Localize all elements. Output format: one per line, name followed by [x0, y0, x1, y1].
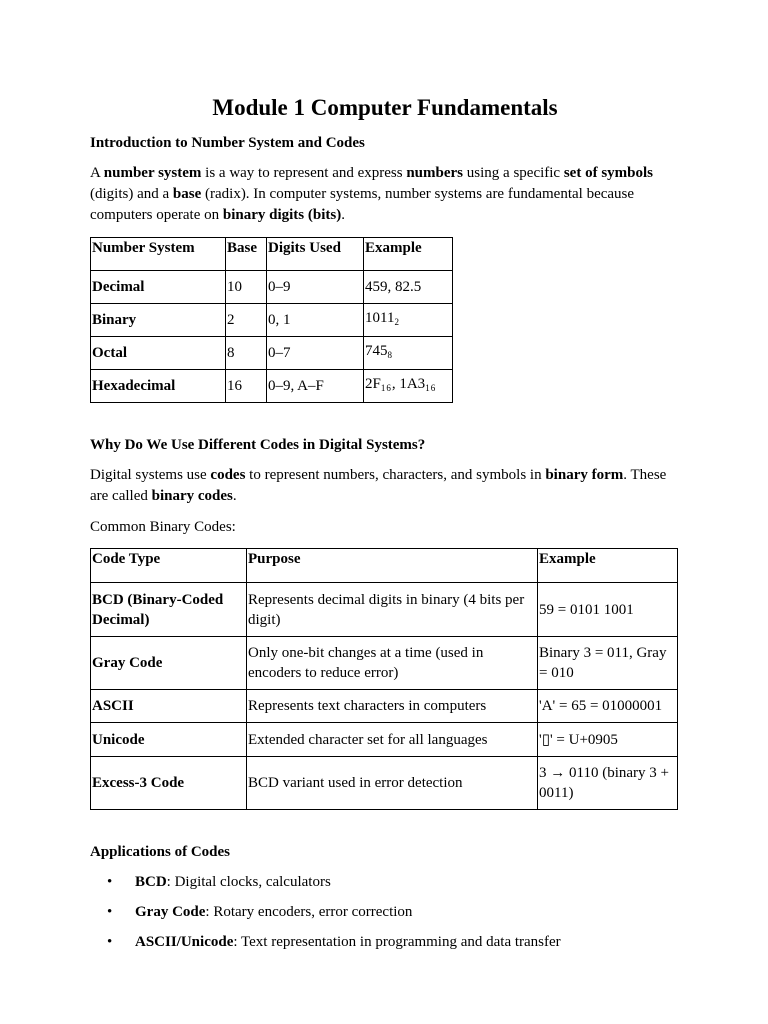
common-codes-label: Common Binary Codes: [90, 519, 236, 535]
example-value: 2F [365, 376, 381, 392]
bold-term: codes [210, 467, 246, 483]
text-run: . These are called [90, 467, 667, 504]
bold-term: base [172, 186, 202, 202]
text-run: (radix). In computer systems, number systems are fundamental because computers operate on [90, 186, 635, 223]
bullet-icon: • [107, 904, 113, 920]
list-item-desc: : Digital clocks, calculators [166, 874, 331, 890]
section-heading-applications: Applications of Codes [90, 844, 231, 860]
table-cell: 8 [226, 337, 267, 370]
subscript: 16 [380, 383, 392, 393]
example-value: 745 [365, 343, 388, 359]
table-cell: 0–7 [267, 337, 364, 370]
table-header-row [91, 238, 453, 271]
text-run: Digital systems use [90, 467, 211, 483]
section-heading-codes: Why Do We Use Different Codes in Digital Systems? [90, 437, 426, 453]
column-header: Digits Used [267, 238, 364, 271]
table-cell: Octal [91, 337, 226, 370]
table-cell: 16 [226, 370, 267, 403]
table-cell: 0–9, A–F [267, 370, 364, 403]
list-item-desc: : Text representation in programming and data transfer [233, 934, 561, 950]
table-row [91, 723, 678, 757]
list-item-term: Gray Code [135, 904, 206, 920]
table-cell: 0–9 [267, 271, 364, 304]
text-run: (digits) and a [90, 186, 173, 202]
codes-paragraph [90, 465, 680, 507]
text-run: . [232, 488, 237, 504]
example-value: 1011 [365, 310, 395, 326]
table-cell [364, 337, 453, 370]
bold-term: set of symbols [563, 165, 654, 181]
column-header: Number System [91, 238, 226, 271]
text-run: A [90, 165, 104, 181]
table-cell [364, 370, 453, 403]
applications-list [90, 872, 561, 962]
number-system-table [90, 237, 453, 403]
table-cell: Hexadecimal [91, 370, 226, 403]
table-cell: Extended character set for all languages [247, 723, 538, 757]
table-cell: Represents text characters in computers [247, 690, 538, 723]
table-cell: 0, 1 [267, 304, 364, 337]
table-row [91, 337, 453, 370]
table-cell: Unicode [91, 723, 247, 757]
bold-term: binary codes [151, 488, 233, 504]
table-cell: 59 = 0101 1001 [538, 583, 678, 637]
table-cell: 10 [226, 271, 267, 304]
table-header-row [91, 549, 678, 583]
list-item [107, 902, 561, 932]
bullet-icon: • [107, 874, 113, 890]
list-item-desc: : Rotary encoders, error correction [205, 904, 413, 920]
table-row [91, 370, 453, 403]
column-header: Base [226, 238, 267, 271]
example-value: , 1A3 [391, 376, 426, 392]
table-cell: '▯' = U+0905 [538, 723, 678, 757]
table-row [91, 304, 453, 337]
table-cell: ASCII [91, 690, 247, 723]
binary-codes-table [90, 548, 678, 810]
table-cell: 2 [226, 304, 267, 337]
column-header: Example [364, 238, 453, 271]
text-run: to represent numbers, characters, and symbols in [245, 467, 546, 483]
table-cell: Binary 3 = 011, Gray = 010 [538, 637, 678, 690]
table-cell: Represents decimal digits in binary (4 bits per digit) [247, 583, 538, 637]
table-cell: BCD (Binary-Coded Decimal) [91, 583, 247, 637]
table-row [91, 583, 678, 637]
text-run: . [341, 207, 345, 223]
table-cell: 'A' = 65 = 01000001 [538, 690, 678, 723]
table-cell: Decimal [91, 271, 226, 304]
subscript: 2 [394, 317, 400, 327]
subscript: 16 [425, 383, 437, 393]
table-cell: Gray Code [91, 637, 247, 690]
table-cell: Binary [91, 304, 226, 337]
table-cell: BCD variant used in error detection [247, 757, 538, 810]
table-cell: Only one-bit changes at a time (used in encoders to reduce error) [247, 637, 538, 690]
table-row [91, 637, 678, 690]
text-run: using a specific [463, 165, 564, 181]
table-row [91, 690, 678, 723]
subscript: 8 [387, 350, 393, 360]
bold-term: number system [103, 165, 202, 181]
section-heading-intro: Introduction to Number System and Codes [90, 135, 365, 151]
list-item [107, 932, 561, 962]
bullet-icon: • [107, 934, 113, 950]
intro-paragraph [90, 163, 680, 226]
bold-term: binary form [545, 467, 624, 483]
column-header: Code Type [91, 549, 247, 583]
table-row [91, 757, 678, 810]
list-item [107, 872, 561, 902]
table-cell: 459, 82.5 [364, 271, 453, 304]
bold-term: numbers [406, 165, 464, 181]
table-cell: Excess-3 Code [91, 757, 247, 810]
column-header: Purpose [247, 549, 538, 583]
table-cell [364, 304, 453, 337]
table-row [91, 271, 453, 304]
column-header: Example [538, 549, 678, 583]
list-item-term: ASCII/Unicode [135, 934, 234, 950]
list-item-term: BCD [135, 874, 167, 890]
table-cell: 3 → 0110 (binary 3 + 0011) [538, 757, 678, 810]
text-run: is a way to represent and express [201, 165, 407, 181]
bold-term: binary digits (bits) [222, 207, 342, 223]
page-title: Module 1 Computer Fundamentals [212, 95, 558, 120]
